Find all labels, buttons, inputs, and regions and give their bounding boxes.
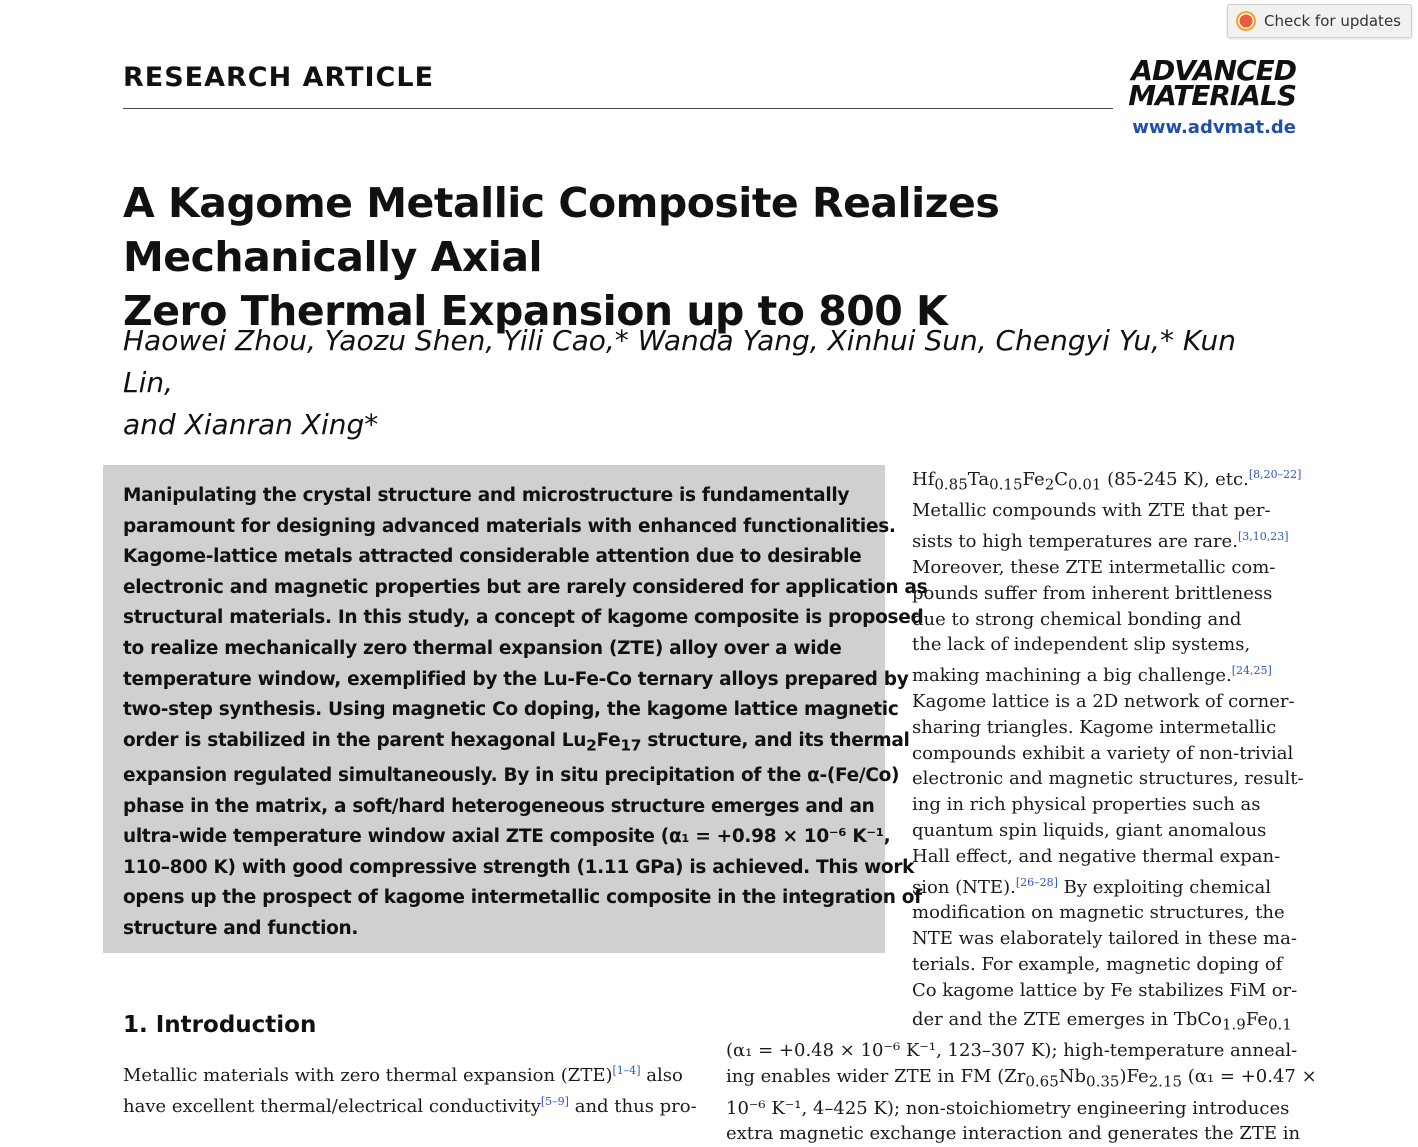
left-column-text <box>123 1058 697 1120</box>
body-line: Hall effect, and negative thermal expan- <box>912 845 1281 867</box>
right-column-text <box>912 462 1304 1004</box>
body-line: ing in rich physical properties such as <box>912 794 1261 816</box>
introduction-heading: 1. Introduction <box>123 1012 317 1038</box>
body-line: Moreover, these ZTE intermetallic com- <box>912 556 1276 578</box>
full-width-text <box>726 1007 1317 1147</box>
body-line: der and the ZTE emerges in $TbCo_{1.9}Fe_{0.1}$ <box>912 1009 1292 1034</box>
authors-line-2: and Xianran Xing* <box>123 408 379 441</box>
journal-logo <box>1128 54 1296 112</box>
body-line: quantum spin liquids, giant anomalous <box>912 819 1267 841</box>
body-line: the lack of independent slip systems, <box>912 634 1251 656</box>
citation-link[interactable]: [1–4] <box>612 1064 641 1077</box>
body-line: making machining a big challenge.[24,25] <box>912 664 1272 687</box>
body-line: (α₁ = +0.48 × 10⁻⁶ K⁻¹, 123–307 K); high-temperature anneal- <box>726 1040 1298 1062</box>
abstract-line: ultra-wide temperature window axial ZTE composite (α₁ = +0.98 × 10⁻⁶ K⁻¹, <box>123 826 891 848</box>
body-line: extra magnetic exchange interaction and generates the ZTE in <box>726 1123 1301 1145</box>
body-line: sists to high temperatures are rare.[3,10,23] <box>912 530 1289 553</box>
abstract-line: two-step synthesis. Using magnetic Co doping, the kagome lattice magnetic <box>123 699 899 721</box>
body-line: modification on magnetic structures, the <box>912 902 1285 924</box>
abstract-line: expansion regulated simultaneously. By in situ precipitation of the α-(Fe/Co) <box>123 765 900 787</box>
abstract-line: 110–800 K) with good compressive strength (1.11 GPa) is achieved. This work <box>123 856 915 878</box>
header-rule <box>123 108 1113 109</box>
abstract-line: electronic and magnetic properties but are rarely considered for application as <box>123 576 928 598</box>
body-line: have excellent thermal/electrical conductivity[5–9] and thus pro- <box>123 1095 697 1117</box>
body-line: Metallic materials with zero thermal expansion (ZTE)[1–4] also <box>123 1064 683 1086</box>
journal-logo-line-1: ADVANCED <box>1131 54 1296 87</box>
check-for-updates-label: Check for updates <box>1264 12 1401 30</box>
title-line-2: Zero Thermal Expansion up to 800 K <box>123 287 948 335</box>
check-for-updates-button[interactable] <box>1227 4 1412 38</box>
abstract-line: to realize mechanically zero thermal expansion (ZTE) alloy over a wide <box>123 637 842 659</box>
citation-link[interactable]: [5–9] <box>540 1095 569 1108</box>
journal-website-link[interactable]: www.advmat.de <box>1132 117 1296 138</box>
citation-link[interactable]: [26–28] <box>1015 875 1058 889</box>
abstract-line: Manipulating the crystal structure and microstructure is fundamentally <box>123 485 850 506</box>
body-line: electronic and magnetic structures, result- <box>912 768 1304 790</box>
body-line: $Hf_{0.85}Ta_{0.15}Fe_2C_{0.01}$ (85-245 K), etc.[8,20–22] <box>912 468 1302 494</box>
citation-link[interactable]: [8,20–22] <box>1248 468 1302 481</box>
article-title <box>123 176 1303 338</box>
authors-line-1: Haowei Zhou, Yaozu Shen, Yili Cao,* Wanda Yang, Xinhui Sun, Chengyi Yu,* Kun Lin, <box>123 324 1237 399</box>
abstract-line: temperature window, exemplified by the Lu-Fe-Co ternary alloys prepared by <box>123 668 909 690</box>
abstract-line: order is stabilized in the parent hexagonal $Lu_2Fe_{17}$ structure, and its thermal <box>123 729 910 755</box>
body-line: due to strong chemical bonding and <box>912 608 1242 630</box>
body-line: NTE was elaborately tailored in these ma- <box>912 928 1297 950</box>
body-line: compounds exhibit a variety of non-trivial <box>912 742 1294 764</box>
abstract-line: opens up the prospect of kagome intermetallic composite in the integration of <box>123 887 922 909</box>
body-line: terials. For example, magnetic doping of <box>912 953 1283 975</box>
body-line: 10⁻⁶ K⁻¹, 4–425 K); non-stoichiometry engineering introduces <box>726 1097 1290 1119</box>
body-line: ing enables wider ZTE in FM $(Zr_{0.65}Nb_{0.35})Fe_{2.15}$ (α₁ = +0.47 × <box>726 1066 1317 1091</box>
abstract-text <box>123 481 928 945</box>
abstract-box <box>103 465 928 953</box>
citation-link[interactable]: [24,25] <box>1231 664 1272 678</box>
body-line: pounds suffer from inherent brittleness <box>912 582 1273 604</box>
abstract-line: Kagome-lattice metals attracted considerable attention due to desirable <box>123 546 862 568</box>
body-line: sharing triangles. Kagome intermetallic <box>912 716 1277 738</box>
title-line-1: A Kagome Metallic Composite Realizes Mechanically Axial <box>123 179 1000 281</box>
author-list <box>123 320 1283 446</box>
body-line: sion (NTE).[26–28] By exploiting chemical <box>912 875 1271 898</box>
body-line: Metallic compounds with ZTE that per- <box>912 500 1271 522</box>
body-line: Co kagome lattice by Fe stabilizes FiM or- <box>912 979 1298 1001</box>
journal-logo-line-2: MATERIALS <box>1128 79 1296 112</box>
abstract-line: paramount for designing advanced materials with enhanced functionalities. <box>123 515 896 537</box>
body-line: Kagome lattice is a 2D network of corner- <box>912 690 1295 712</box>
abstract-line: structure and function. <box>123 918 359 939</box>
citation-link[interactable]: [3,10,23] <box>1237 530 1289 544</box>
abstract-line: phase in the matrix, a soft/hard heterogeneous structure emerges and an <box>123 795 875 817</box>
abstract-line: structural materials. In this study, a concept of kagome composite is proposed <box>123 607 924 629</box>
section-heading: RESEARCH ARTICLE <box>123 62 435 93</box>
crossmark-icon <box>1236 11 1256 31</box>
